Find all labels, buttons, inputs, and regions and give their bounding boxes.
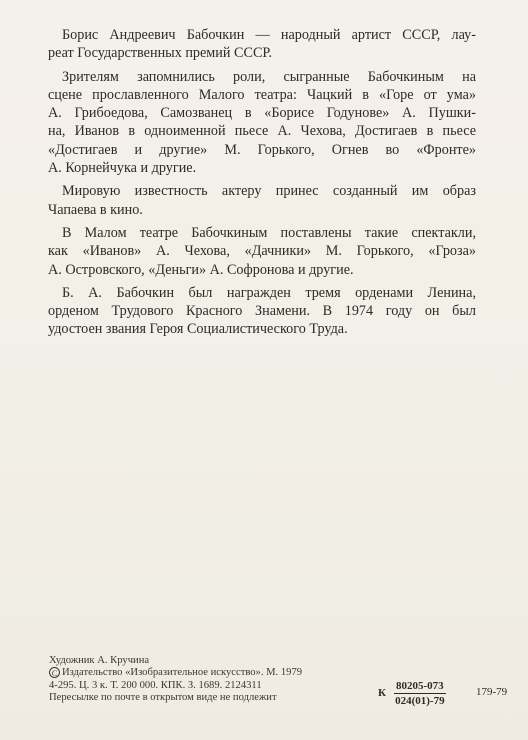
paragraph	[48, 26, 476, 63]
copyright-line	[49, 667, 302, 679]
text-line: сцене прославленного Малого театра: Чацкий в «Горе от ума»	[48, 86, 476, 103]
text-line: удостоен звания Героя Социалистического Труда.	[48, 321, 348, 338]
biography-text	[48, 26, 476, 344]
text-line: на, Иванов в одноименной пьесе А. Чехова, Достигаев в пьесе	[48, 123, 476, 140]
text-line: А. Островского, «Деньги» А. Софронова и другие.	[48, 261, 354, 278]
paragraph	[48, 284, 476, 339]
paragraph	[48, 182, 476, 219]
text-line: «Достигаев и другие» М. Горького, Огнев во «Фронте»	[48, 141, 476, 158]
index-numerator: 80205-073	[396, 680, 444, 692]
text-line: Б. А. Бабочкин был награжден тремя орденами Ленина,	[62, 284, 476, 301]
text-line: орденом Трудового Красного Знамени. В 1974 году он был	[48, 303, 476, 320]
text-line: Чапаева в кино.	[48, 201, 143, 218]
index-denominator: 024(01)-79	[395, 695, 445, 707]
copyright-icon: C	[49, 667, 60, 678]
publisher-name: Издательство «Изобразительное искусство». М. 1979	[62, 667, 303, 679]
index-fraction	[394, 680, 446, 707]
text-line: Мировую известность актеру принес созданный им образ	[62, 183, 476, 200]
paragraph	[48, 68, 476, 178]
paragraph	[48, 224, 476, 279]
postal-note: Пересылке по почте в открытом виде не подлежит	[49, 691, 277, 703]
artist-credit: Художник А. Кручина	[49, 655, 150, 666]
text-line: Борис Андреевич Бабочкин — народный артист СССР, лау-	[62, 27, 476, 43]
text-line: В Малом театре Бабочкиным поставлены такие спектакли,	[62, 224, 476, 241]
text-line: А. Грибоедова, Самозванец в «Борисе Годунове» А. Пушки-	[48, 105, 476, 122]
text-line: как «Иванов» А. Чехова, «Дачники» М. Горького, «Гроза»	[48, 243, 476, 260]
index-suffix: 179-79	[476, 686, 508, 698]
text-line: реат Государственных премий СССР.	[48, 45, 273, 62]
publisher-imprint	[49, 655, 302, 704]
index-prefix: К	[378, 687, 386, 699]
text-line: А. Корнейчука и другие.	[48, 160, 197, 177]
text-line: Зрителям запомнились роли, сыгранные Бабочкиным на	[62, 68, 476, 85]
print-info: 4-295. Ц. 3 к. Т. 200 000. КПК. З. 1689. 2124311	[49, 679, 262, 691]
